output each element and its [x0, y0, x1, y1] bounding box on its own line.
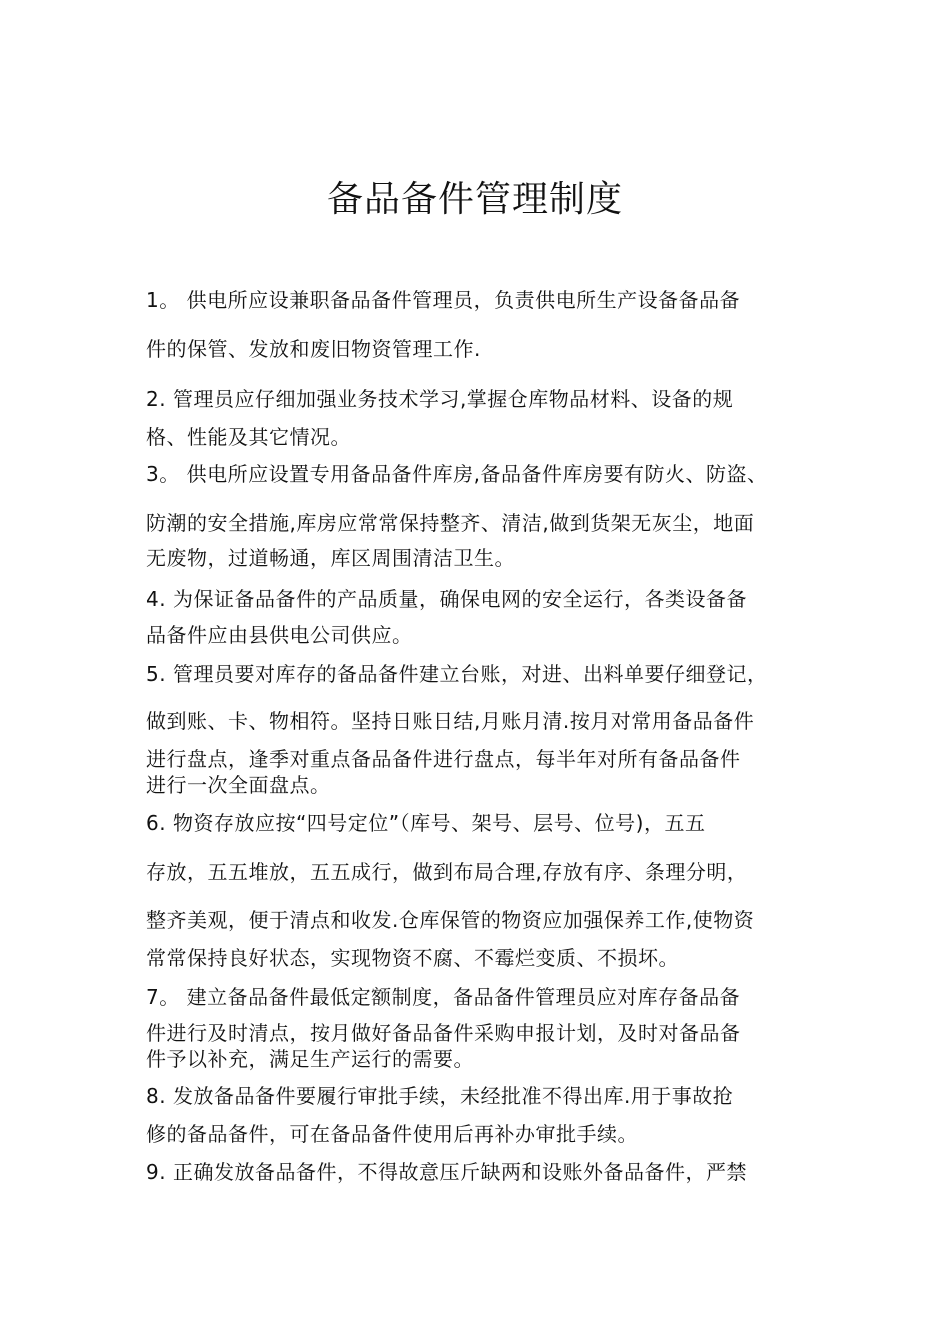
text-line: 3。 供电所应设置专用备品备件库房,备品备件库房要有防火、防盗、	[146, 462, 768, 486]
text-line: 5. 管理员要对库存的备品备件建立台账，对进、出料单要仔细登记，	[146, 662, 768, 686]
text-line: 存放，五五堆放，五五成行，做到布局合理,存放有序、条理分明，	[146, 860, 748, 884]
text-line: 件予以补充，满足生产运行的需要。	[146, 1047, 474, 1071]
document-title: 备品备件管理制度	[326, 179, 623, 220]
text-line: 无废物，过道畅通，库区周围清洁卫生。	[146, 546, 515, 570]
text-line: 件进行及时清点，按月做好备品备件采购申报计划，及时对备品备	[146, 1021, 741, 1045]
text-line: 6. 物资存放应按“四号定位”（库号、架号、层号、位号)，五五	[146, 811, 706, 835]
text-line: 进行一次全面盘点。	[146, 773, 331, 797]
text-line: 修的备品备件，可在备品备件使用后再补办审批手续。	[146, 1122, 638, 1146]
text-line: 做到账、卡、物相符。坚持日账日结,月账月清.按月对常用备品备件	[146, 709, 755, 733]
text-line: 8. 发放备品备件要履行审批手续，未经批准不得出库.用于事故抢	[146, 1084, 734, 1108]
text-line: 品备件应由县供电公司供应。	[146, 623, 413, 647]
text-line: 7。 建立备品备件最低定额制度，备品备件管理员应对库存备品备	[146, 985, 741, 1009]
text-line: 整齐美观，便于清点和收发.仓库保管的物资应加强保养工作,使物资	[146, 908, 755, 932]
text-line: 进行盘点，逢季对重点备品备件进行盘点，每半年对所有备品备件	[146, 747, 741, 771]
text-line: 格、性能及其它情况。	[146, 425, 351, 449]
text-line: 1。 供电所应设兼职备品备件管理员，负责供电所生产设备备品备	[146, 288, 741, 312]
text-line: 防潮的安全措施,库房应常常保持整齐、清洁,做到货架无灰尘，地面	[146, 511, 755, 535]
text-line: 9. 正确发放备品备件，不得故意压斤缺两和设账外备品备件，严禁	[146, 1160, 747, 1184]
text-line: 常常保持良好状态，实现物资不腐、不霉烂变质、不损坏。	[146, 946, 679, 970]
text-line: 4. 为保证备品备件的产品质量，确保电网的安全运行，各类设备备	[146, 587, 747, 611]
text-line: 2. 管理员应仔细加强业务技术学习,掌握仓库物品材料、设备的规	[146, 387, 734, 411]
text-line: 件的保管、发放和废旧物资管理工作.	[146, 337, 481, 361]
